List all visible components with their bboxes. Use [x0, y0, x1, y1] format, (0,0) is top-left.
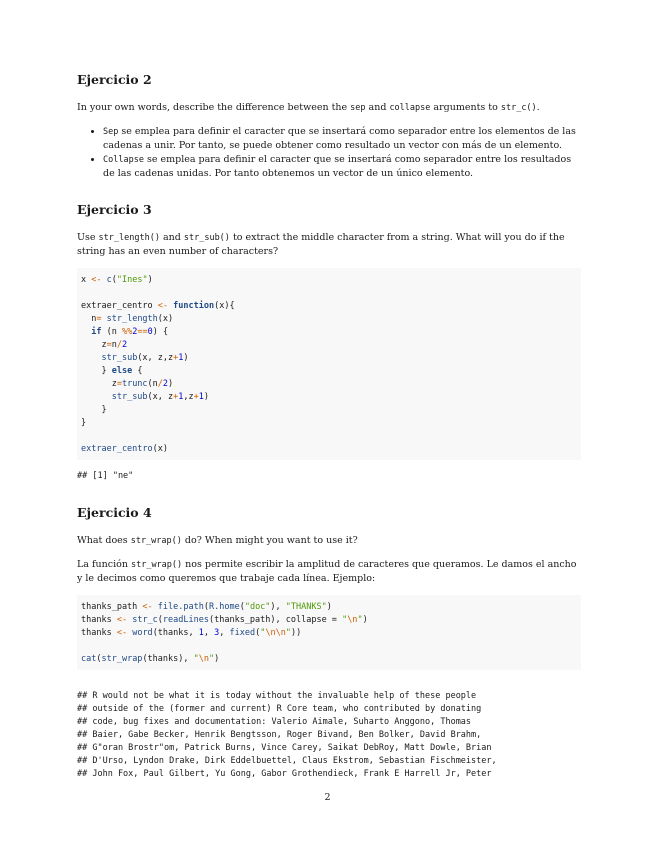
section-ejercicio-2 [77, 72, 581, 180]
answer-text: La función str_wrap() nos permite escribir la amplitud de caracteres que queramos. Le damos el ancho y le decimos como queremos que trabaje cada línea. Ejemplo: [77, 559, 577, 584]
section-ejercicio-3 [77, 202, 581, 483]
question-text: What does str_wrap() do? When might you want to use it? [77, 535, 358, 546]
section-title: Ejercicio 2 [77, 72, 152, 87]
code-output: ## [1] "ne" [77, 471, 134, 481]
code-output [77, 690, 581, 781]
question-text: Use str_length() and str_sub() to extract the middle character from a string. What will you do if the string has an even number of characters? [77, 232, 565, 257]
question-text: In your own words, describe the difference between the sep and collapse arguments to str_c(). [77, 102, 540, 113]
output-line: ## John Fox, Paul Gilbert, Yu Gong, Gabor Grothendieck, Frank E Harrell Jr, Peter [77, 769, 492, 779]
list-item: • Sep se emplea para definir el caracter que se insertará como separador entre los elementos de las cadenas a unir. Por tanto, se puede obtener como resultado un vector con más de un elemento. [103, 125, 581, 152]
code-block: thanks_path <- file.path(R.home("doc"), "THANKS") thanks <- str_c(readLines(thanks_path), collapse = "\n") thanks <- word(thanks, 1, 3, fixed("\n\n")) cat(str_wrap(thanks), "\n") [77, 595, 581, 670]
document-page [77, 72, 581, 803]
page-number: 2 [324, 792, 331, 803]
code-block: x <- c("Ines") extraer_centro <- function(x){ n= str_length(x) if (n %%2==0) { z=n/2 str_sub(x, z,z+1) } else { z=trunc(n/2) str_sub(x, z+1,z+1) } } extraer_centro(x) [77, 268, 581, 460]
output-line: ## Baier, Gabe Becker, Henrik Bengtsson, Roger Bivand, Ben Bolker, David Brahm, [77, 730, 482, 740]
output-line: ## G"oran Brostr"om, Patrick Burns, Vince Carey, Saikat DebRoy, Matt Dowle, Brian [77, 743, 492, 753]
section-ejercicio-4 [77, 505, 581, 781]
list-item: • Collapse se emplea para definir el caracter que se insertará como separador entre los resultados de las cadenas unidas. Por tanto obtenemos un vector de un único elemento. [103, 153, 581, 180]
output-line: ## D'Urso, Lyndon Drake, Dirk Eddelbuettel, Claus Ekstrom, Sebastian Fischmeister, [77, 756, 497, 766]
section-title: Ejercicio 4 [77, 505, 152, 520]
answer-list [77, 125, 581, 180]
output-line: ## code, bug fixes and documentation: Valerio Aimale, Suharto Anggono, Thomas [77, 717, 472, 727]
section-title: Ejercicio 3 [77, 202, 152, 217]
output-line: ## outside of the (former and current) R Core team, who contributed by donating [77, 704, 482, 714]
output-line: ## R would not be what it is today without the invaluable help of these people [77, 691, 477, 701]
